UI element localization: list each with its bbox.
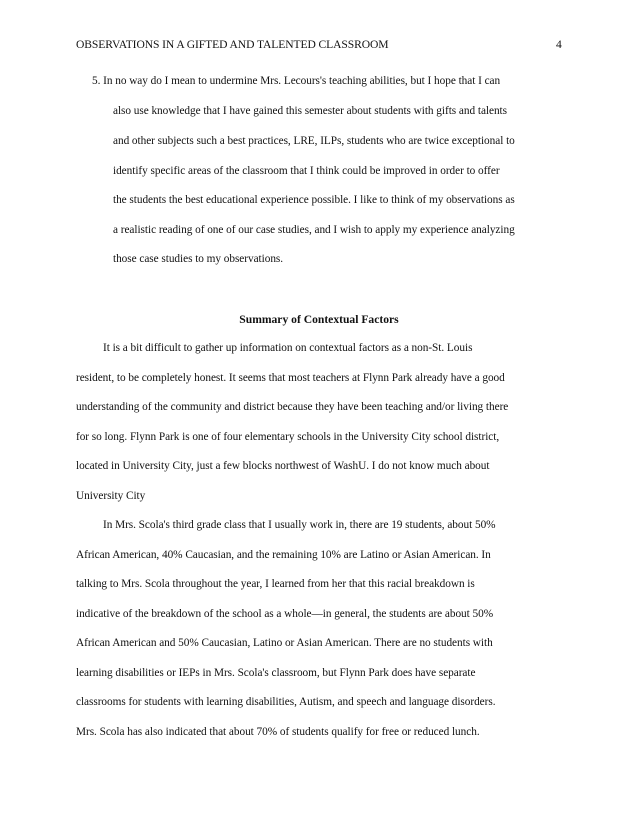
list-item-line: 5. In no way do I mean to undermine Mrs. Lecours's teaching abilities, but I hope that I can (92, 75, 501, 87)
paragraph-line: University City (76, 490, 146, 502)
paragraph-line: located in University City, just a few blocks northwest of WashU. I do not know much about (76, 460, 490, 472)
list-item-line: the students the best educational experience possible. I like to think of my observations as (113, 194, 515, 206)
paragraph-line: learning disabilities or IEPs in Mrs. Scola's classroom, but Flynn Park does have separate (76, 667, 476, 679)
paragraph-line: for so long. Flynn Park is one of four elementary schools in the University City school district, (76, 431, 500, 443)
paragraph-line: classrooms for students with learning disabilities, Autism, and speech and language disorders. (76, 696, 496, 708)
section-heading: Summary of Contextual Factors (239, 313, 399, 326)
paragraph-line: African American and 50% Caucasian, Latino or Asian American. There are no students with (76, 637, 493, 649)
list-item-line: and other subjects such a best practices, LRE, ILPs, students who are twice exceptional to (113, 135, 515, 147)
list-item-line: those case studies to my observations. (113, 253, 284, 265)
paragraph-line: Mrs. Scola has also indicated that about 70% of students qualify for free or reduced lunch. (76, 726, 480, 738)
paragraph-line: It is a bit difficult to gather up information on contextual factors as a non-St. Louis (103, 342, 473, 354)
paragraph-line: In Mrs. Scola's third grade class that I usually work in, there are 19 students, about 50% (103, 519, 496, 531)
list-item-line: identify specific areas of the classroom that I think could be improved in order to offer (113, 165, 500, 177)
paragraph-line: African American, 40% Caucasian, and the remaining 10% are Latino or Asian American. In (76, 549, 491, 561)
paragraph-line: understanding of the community and district because they have been teaching and/or living there (76, 401, 509, 413)
page-number: 4 (556, 38, 562, 51)
list-item-line: a realistic reading of one of our case studies, and I wish to apply my experience analyzing (113, 224, 515, 236)
paragraph-line: indicative of the breakdown of the school as a whole—in general, the students are about 50% (76, 608, 494, 620)
paragraph-line: resident, to be completely honest. It seems that most teachers at Flynn Park already have a good (76, 372, 505, 384)
paragraph-line: talking to Mrs. Scola throughout the year, I learned from her that this racial breakdown is (76, 578, 475, 590)
list-item-line: also use knowledge that I have gained this semester about students with gifts and talents (113, 105, 507, 117)
running-head: OBSERVATIONS IN A GIFTED AND TALENTED CLASSROOM (76, 38, 389, 51)
